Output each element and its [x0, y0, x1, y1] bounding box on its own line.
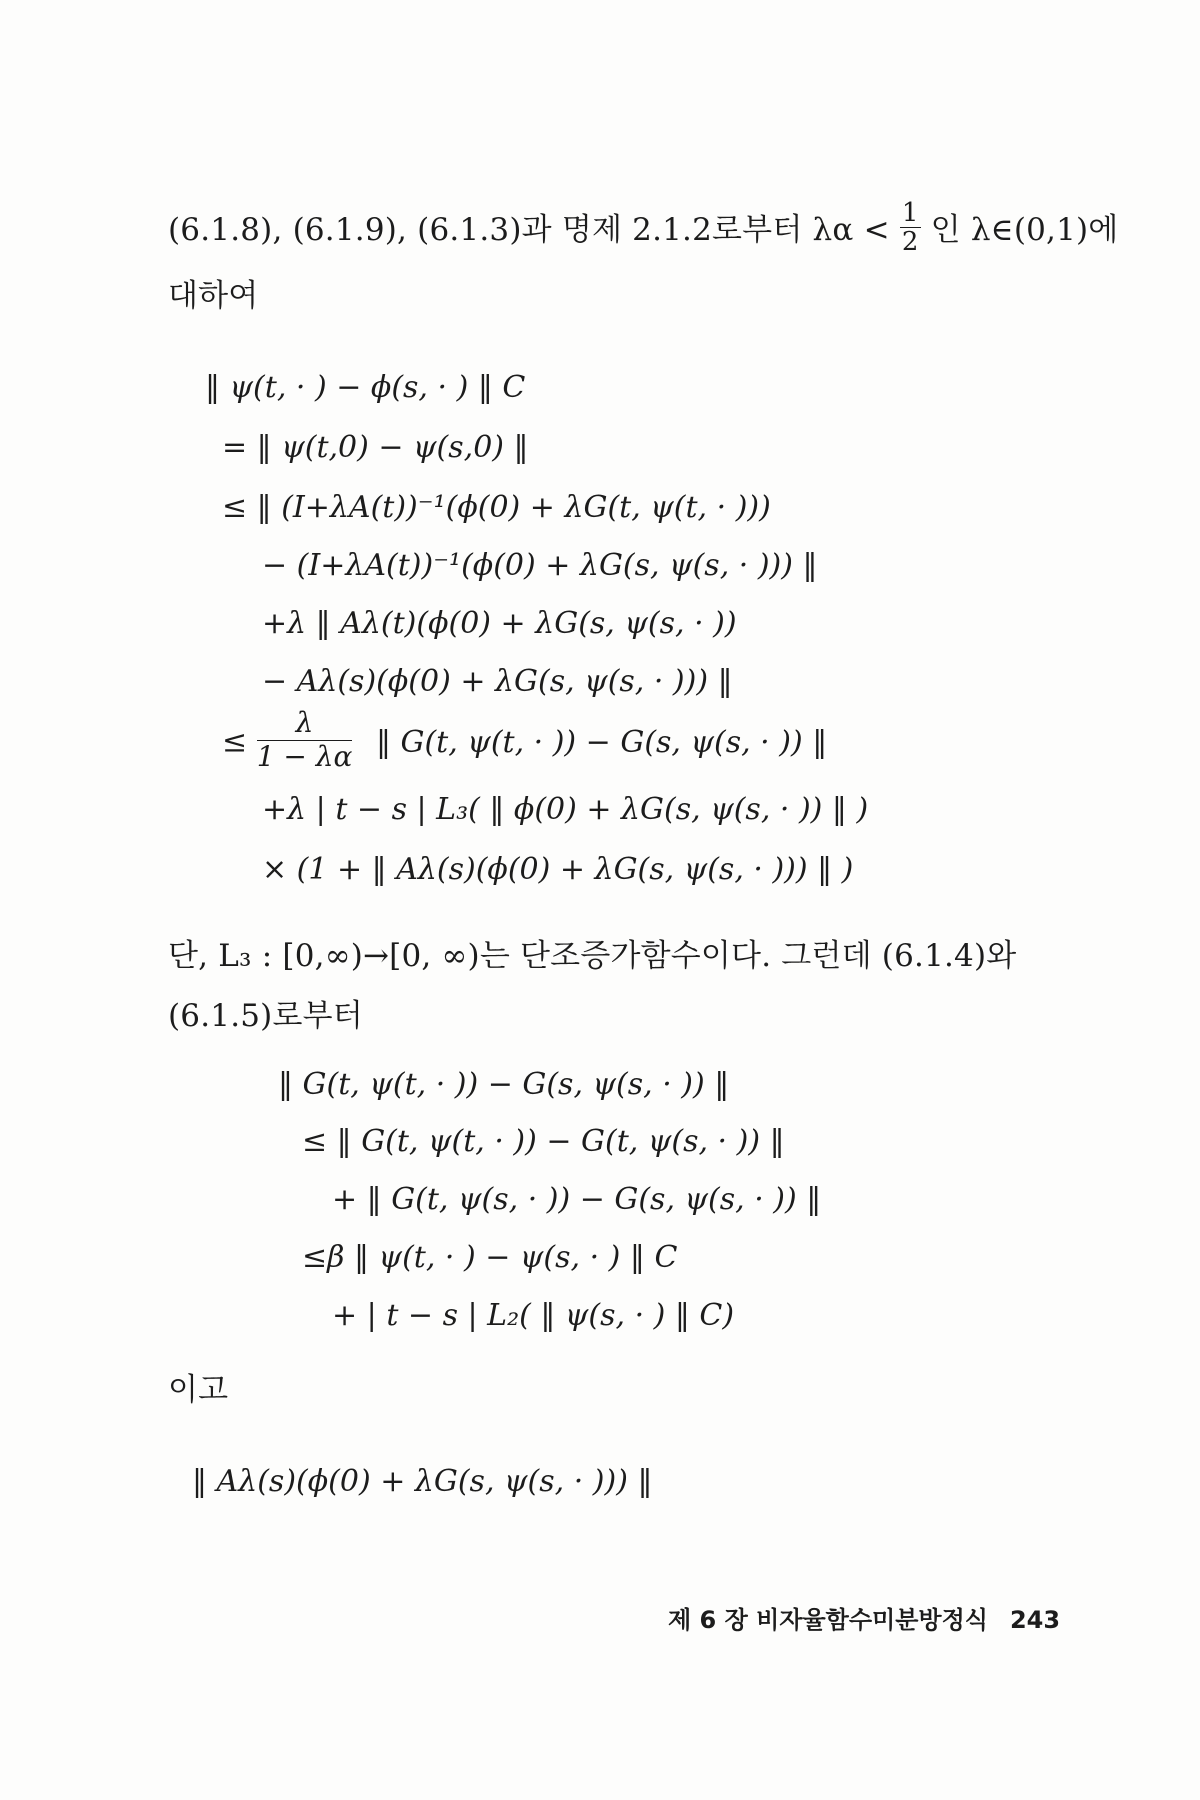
equation-1-line-5: +λ ‖ Aλ(t)(ϕ(0) + λG(s, ψ(s, · )) [262, 606, 737, 641]
equation-2-line-1: ‖ G(t, ψ(t, · )) − G(s, ψ(s, · )) ‖ [278, 1067, 730, 1102]
paragraph-1-line-1 [168, 198, 1119, 260]
fraction-lambda [257, 706, 353, 773]
leq-symbol: ≤ [222, 724, 248, 760]
equation-2-line-4: ≤β ‖ ψ(t, · ) − ψ(s, · ) ‖ C [302, 1240, 678, 1275]
page-footer [668, 1600, 1060, 1635]
equation-1-line-3: ≤ ‖ (I+λA(t))⁻¹(ϕ(0) + λG(t, ψ(t, · ))) [222, 490, 771, 525]
paragraph-1-text-a: (6.1.8), (6.1.9), (6.1.3)과 명제 2.1.2로부터 λα < [168, 212, 890, 248]
paragraph-1-line-2: 대하여 [168, 278, 259, 314]
equation-1-line-6: − Aλ(s)(ϕ(0) + λG(s, ψ(s, · ))) ‖ [262, 664, 733, 699]
paragraph-2-line-2: (6.1.5)로부터 [168, 998, 363, 1034]
equation-1-line-1: ‖ ψ(t, · ) − ϕ(s, · ) ‖ C [205, 370, 526, 405]
page-number: 243 [1009, 1606, 1061, 1634]
equation-1-line-2: = ‖ ψ(t,0) − ψ(s,0) ‖ [222, 430, 529, 465]
paragraph-1-text-b: 인 λ∈(0,1)에 [930, 212, 1119, 248]
equation-1-fraction-line [222, 706, 828, 777]
fraction-numerator: 1 [901, 198, 919, 228]
fraction-one-half [900, 199, 921, 256]
paragraph-2-line-1: 단, L₃ : [0,∞)→[0, ∞)는 단조증가함수이다. 그런데 (6.1.4)와 [168, 938, 1017, 974]
paragraph-3-line-1: 이고 [168, 1372, 229, 1408]
fraction-numerator: λ [257, 706, 353, 741]
equation-3-line: ‖ Aλ(s)(ϕ(0) + λG(s, ψ(s, · ))) ‖ [192, 1464, 653, 1499]
equation-1-line-9: × (1 + ‖ Aλ(s)(ϕ(0) + λG(s, ψ(s, · ))) ‖ ) [262, 852, 854, 887]
paragraph-2 [168, 926, 1068, 1046]
equation-1-fraction-rest: ‖ G(t, ψ(t, · )) − G(s, ψ(s, · )) ‖ [375, 724, 828, 760]
equation-2-line-5: + | t − s | L₂( ‖ ψ(s, · ) ‖ C) [332, 1298, 735, 1333]
fraction-denominator: 2 [901, 227, 919, 257]
paragraph-3 [168, 1360, 1068, 1420]
chapter-title: 제 6 장 비자율함수미분방정식 [668, 1606, 988, 1634]
equation-2-line-3: + ‖ G(t, ψ(s, · )) − G(s, ψ(s, · )) ‖ [332, 1182, 822, 1217]
equation-2-line-2: ≤ ‖ G(t, ψ(t, · )) − G(t, ψ(s, · )) ‖ [302, 1124, 785, 1159]
paragraph-1 [168, 198, 1119, 326]
equation-1-line-4: − (I+λA(t))⁻¹(ϕ(0) + λG(s, ψ(s, · ))) ‖ [262, 548, 818, 583]
equation-1-line-8: +λ | t − s | L₃( ‖ ϕ(0) + λG(s, ψ(s, · )) ‖ ) [262, 792, 869, 827]
fraction-denominator: 1 − λα [256, 740, 353, 773]
